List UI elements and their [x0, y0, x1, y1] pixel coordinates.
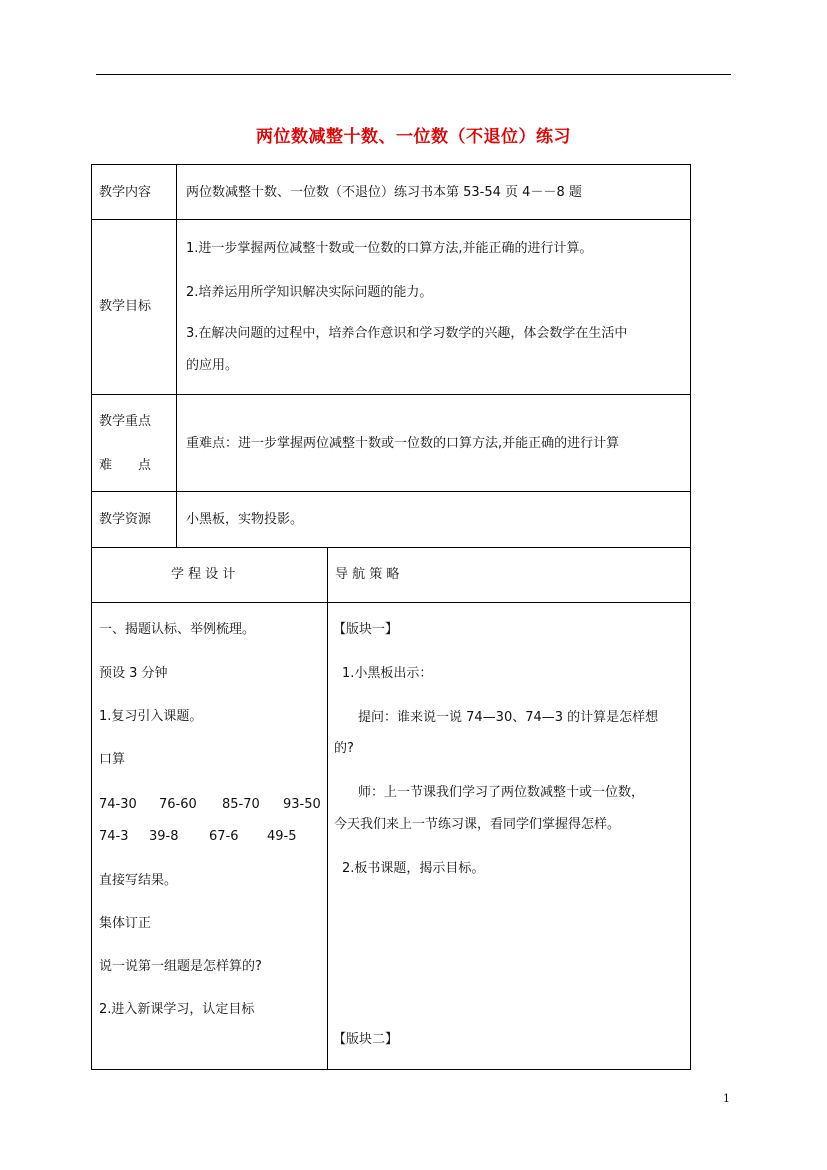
block-2-heading: 【版块二】 [333, 1032, 399, 1047]
goal-1: 1.进一步掌握两位减整十数或一位数的口算方法,并能正确的进行计算。 [186, 241, 593, 256]
row-divider-1 [91, 219, 691, 220]
strategy-item-2: 2.板书课题，揭示目标。 [342, 861, 485, 876]
block-1-heading: 【版块一】 [333, 622, 399, 637]
exercise-1-2: 76-60 [159, 797, 197, 812]
exercise-2-4: 49-5 [267, 829, 297, 844]
question-line-1: 提问：谁来说一说 74—30、74—3 的计算是怎样想 [358, 710, 659, 725]
key-label-2: 难 点 [99, 458, 152, 473]
content-value: 两位数减整十数、一位数（不退位）练习书本第 53-54 页 4－－8 题 [186, 185, 582, 200]
ask-method: 说一说第一组题是怎样算的? [99, 959, 262, 974]
resource-value: 小黑板，实物投影。 [186, 512, 304, 527]
row-divider-2 [91, 394, 691, 395]
exercise-1-3: 85-70 [222, 797, 260, 812]
design-col-divider [327, 547, 328, 1070]
row-divider-4 [91, 547, 691, 548]
question-line-2: 的? [334, 741, 354, 756]
header-rule [96, 74, 731, 75]
exercise-2-2: 39-8 [149, 829, 179, 844]
step-1: 1.复习引入课题。 [99, 709, 203, 724]
goal-2: 2.培养运用所学知识解决实际问题的能力。 [186, 285, 433, 300]
key-label-1: 教学重点 [99, 414, 152, 429]
step-2: 2.进入新课学习，认定目标 [99, 1002, 255, 1017]
right-column-header: 导 航 策 略 [335, 567, 400, 582]
oral-label: 口算 [99, 752, 126, 767]
content-label: 教学内容 [99, 185, 152, 200]
document-title: 两位数减整十数、一位数（不退位）练习 [256, 127, 571, 147]
preset-time: 预设 3 分钟 [99, 666, 168, 681]
goal-3: 3.在解决问题的过程中，培养合作意识和学习数学的兴趣，体会数学在生活中 [186, 326, 628, 341]
resource-label: 教学资源 [99, 512, 152, 527]
exercise-1-4: 93-50 [283, 797, 321, 812]
teacher-line-1: 师：上一节课我们学习了两位数减整十或一位数， [358, 785, 645, 800]
teacher-line-2: 今天我们来上一节练习课，看同学们掌握得怎样。 [334, 817, 621, 832]
section-1-heading: 一、揭题认标、举例梳理。 [99, 622, 256, 637]
exercise-2-1: 74-3 [99, 829, 129, 844]
goals-label: 教学目标 [99, 299, 152, 314]
row-divider-3 [91, 491, 691, 492]
left-column-header: 学 程 设 计 [171, 567, 236, 582]
exercise-2-3: 67-6 [209, 829, 239, 844]
write-results: 直接写结果。 [99, 873, 178, 888]
row-divider-5 [91, 602, 691, 603]
key-value: 重难点：进一步掌握两位减整十数或一位数的口算方法,并能正确的进行计算 [186, 436, 620, 451]
goal-3-cont: 的应用。 [186, 358, 239, 373]
page-number: 1 [723, 1092, 730, 1105]
exercise-1-1: 74-30 [99, 797, 137, 812]
strategy-item-1: 1.小黑板出示： [342, 666, 433, 681]
group-correct: 集体订正 [99, 916, 152, 931]
label-col-divider [176, 164, 177, 548]
